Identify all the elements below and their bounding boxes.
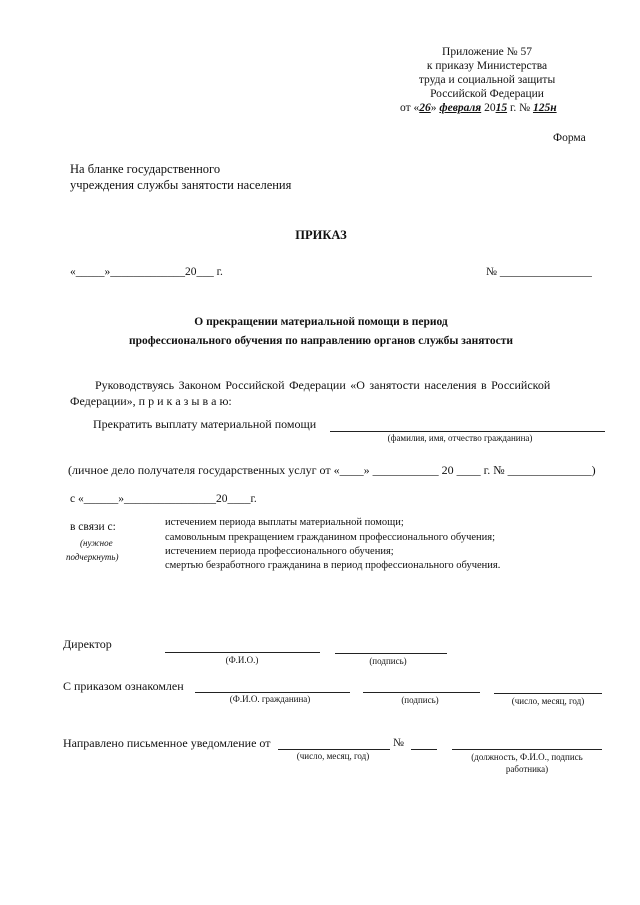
acq-date-caption: (число, месяц, год) (511, 696, 585, 706)
preamble-line1: Руководствуясь Законом Российской Федерации «О занятости населения в Российской (95, 378, 551, 392)
notice-number-line (411, 749, 437, 750)
notice-date-caption: (число, месяц, год) (296, 751, 370, 761)
appendix-date (400, 101, 557, 115)
acq-fio-line (195, 692, 350, 693)
acq-date-line (494, 693, 602, 694)
preamble-line2: Федерации», п р и к а з ы в а ю: (70, 394, 232, 408)
notice-worker-caption1: (должность, Ф.И.О., подпись (471, 752, 583, 762)
date-prefix: от « (400, 102, 420, 114)
handwritten-month: февраля (439, 102, 482, 114)
notice-worker-caption2: работника) (505, 764, 549, 774)
director-sign-caption: (подпись) (369, 656, 407, 666)
reason-item: истечением периода профессионального обучения; (165, 546, 394, 557)
handwritten-year: 15 (495, 102, 508, 114)
reasons-note2: подчеркнуть) (66, 552, 119, 562)
subject-line2: профессионального обучения по направлению органов службы занятости (128, 335, 514, 347)
reasons-label: в связи с: (70, 521, 116, 533)
acq-sign-caption: (подпись) (401, 695, 439, 705)
director-fio-line (165, 652, 320, 653)
appendix-line1: Приложение № 57 (442, 46, 532, 58)
appendix-line3: труда и социальной защиты (418, 74, 556, 86)
director-label: Директор (63, 637, 112, 651)
director-sign-line (335, 653, 447, 654)
appendix-line4: Российской Федерации (430, 88, 544, 100)
fio-line (330, 431, 605, 432)
acq-fio-caption: (Ф.И.О. гражданина) (229, 694, 311, 704)
case-line: (личное дело получателя государственных услуг от «____» ___________ 20 ____ г. № ______________) (68, 463, 596, 477)
notice-date-line (278, 749, 390, 750)
fio-caption: (фамилия, имя, отчество гражданина) (387, 433, 533, 443)
stop-label: Прекратить выплату материальной помощи (93, 417, 317, 431)
reasons-note1: (нужное (80, 538, 113, 548)
form-label: Форма (553, 132, 586, 144)
from-line: с «______»________________20____г. (70, 493, 257, 505)
page-title: ПРИКАЗ (295, 228, 347, 242)
acq-sign-line (363, 692, 480, 693)
notice-worker-line (452, 749, 602, 750)
blank-line1: На бланке государственного (70, 162, 221, 176)
director-fio-caption: (Ф.И.О.) (225, 655, 259, 665)
date-mid: » (430, 102, 437, 114)
order-number-line: № ________________ (486, 266, 592, 278)
notice-no: № (393, 737, 404, 749)
blank-line2: учреждения службы занятости населения (70, 178, 292, 192)
reason-item: смертью безработного гражданина в период профессионального обучения. (165, 560, 501, 571)
order-date-line: «_____»_____________20___ г. (70, 266, 223, 278)
subject-line1: О прекращении материальной помощи в период (194, 316, 448, 328)
year-prefix: 20 (484, 102, 496, 114)
acquainted-label: С приказом ознакомлен (63, 679, 184, 693)
reason-item: самовольным прекращением гражданином профессионального обучения; (165, 532, 496, 543)
reason-item: истечением периода выплаты материальной помощи; (165, 517, 404, 528)
handwritten-number: 125н (532, 102, 557, 114)
handwritten-day: 26 (419, 102, 431, 114)
num-prefix: г. № (509, 102, 531, 114)
appendix-line2: к приказу Министерства (426, 60, 548, 72)
notice-label: Направлено письменное уведомление от (63, 736, 271, 750)
